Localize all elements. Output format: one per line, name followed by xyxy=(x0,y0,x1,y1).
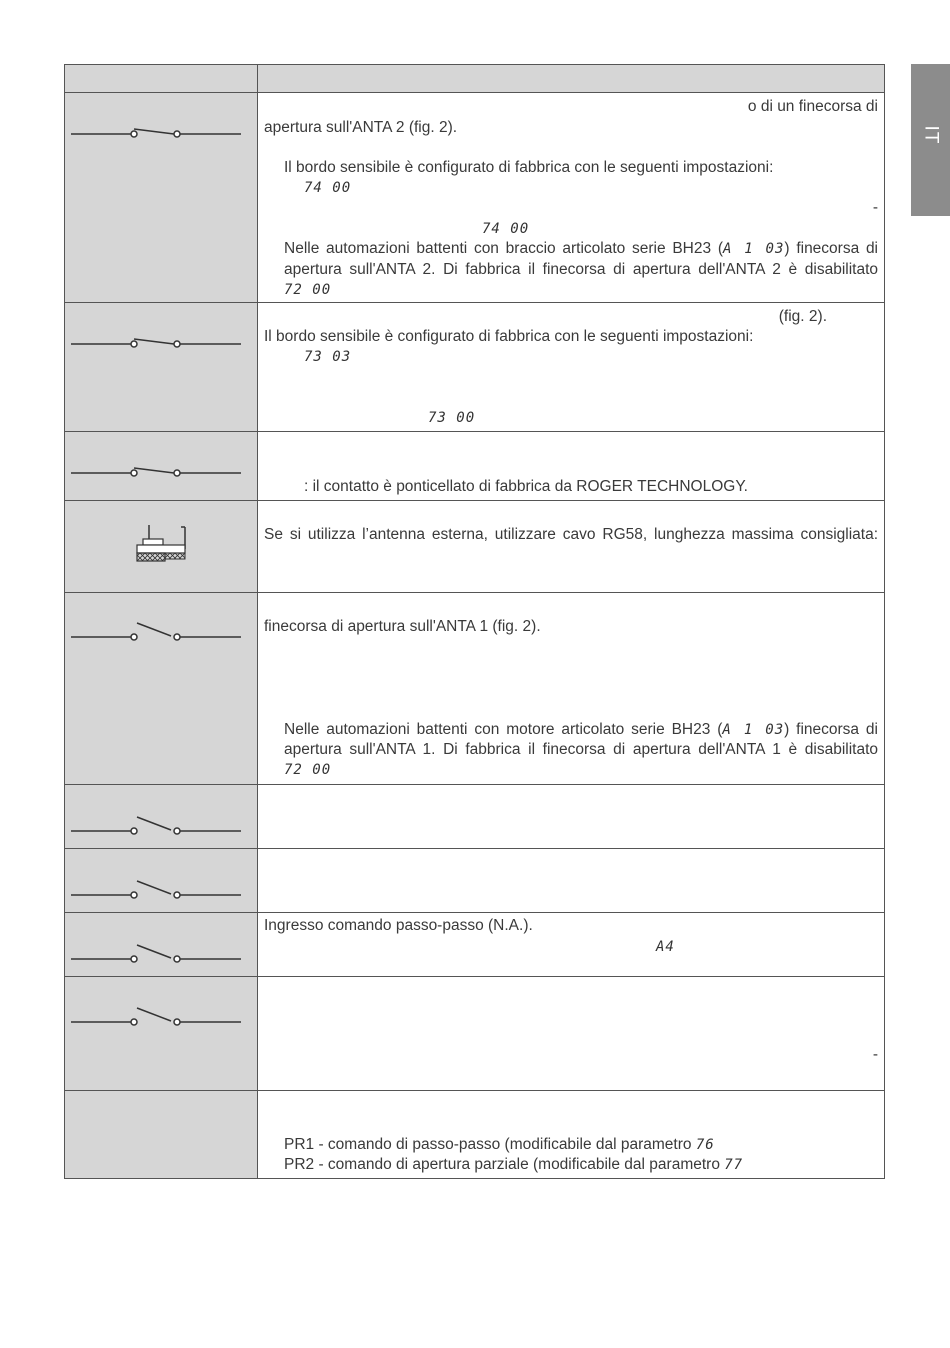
text-line: apertura sull'ANTA 1. Di fabbrica il finecorsa di apertura dell'ANTA 1 è disabilitato xyxy=(284,741,878,758)
text-line: (fig. 2). xyxy=(778,308,827,325)
text-line: o di un finecorsa di xyxy=(747,98,878,115)
text-line: - xyxy=(872,1046,878,1063)
header-cell-right xyxy=(258,65,884,92)
table-row xyxy=(64,592,885,785)
text-line: Nelle automazioni battenti con braccio articolato serie BH23 (A 1 03) finecorsa di xyxy=(284,240,879,257)
nc-contact-icon xyxy=(71,118,241,148)
description-cell xyxy=(258,1091,884,1178)
text-line: - xyxy=(872,199,878,216)
symbol-cell xyxy=(65,913,258,976)
text-line: apertura sull'ANTA 2 (fig. 2). xyxy=(264,119,458,136)
no-contact-icon xyxy=(71,875,241,905)
table-row xyxy=(64,500,885,593)
symbol-cell xyxy=(65,432,258,500)
description-cell xyxy=(258,501,884,592)
text-line: PR1 - comando di passo-passo (modificabile dal parametro 76 xyxy=(284,1136,715,1153)
table-row xyxy=(64,1090,885,1179)
description-cell xyxy=(258,785,884,848)
table-header xyxy=(64,64,885,93)
text-line: Il bordo sensibile è configurato di fabbrica con le seguenti impostazioni: xyxy=(264,328,754,345)
description-cell xyxy=(258,93,884,302)
symbol-cell xyxy=(65,593,258,784)
symbol-cell xyxy=(65,93,258,302)
nc-contact-icon xyxy=(71,328,241,358)
table-row xyxy=(64,912,885,977)
nc-contact-icon xyxy=(71,457,241,487)
description-cell xyxy=(258,913,884,976)
language-tab-label: IT xyxy=(920,125,942,145)
language-tab xyxy=(911,64,950,216)
display-code: A4 xyxy=(656,939,675,955)
display-code: 74 00 xyxy=(304,180,352,196)
header-cell-left xyxy=(65,65,258,92)
display-code: 72 00 xyxy=(284,762,332,778)
display-code: 72 00 xyxy=(284,282,332,298)
description-cell xyxy=(258,977,884,1090)
no-contact-icon xyxy=(71,939,241,969)
display-code: 74 00 xyxy=(482,221,530,237)
table-row xyxy=(64,431,885,501)
symbol-cell xyxy=(65,849,258,912)
text-line: Nelle automazioni battenti con motore articolato serie BH23 (A 1 03) finecorsa di xyxy=(284,721,878,738)
table-row xyxy=(64,976,885,1091)
description-cell xyxy=(258,593,884,784)
description-cell xyxy=(258,849,884,912)
text-line: Ingresso comando passo-passo (N.A.). xyxy=(264,917,533,934)
display-code: 73 03 xyxy=(304,349,352,365)
antenna-icon xyxy=(135,523,191,565)
display-code: 73 00 xyxy=(428,410,476,426)
symbol-cell xyxy=(65,785,258,848)
text-line: Se si utilizza l’antenna esterna, utilizzare cavo RG58, lunghezza massima consigliata: xyxy=(264,526,878,543)
symbol-cell xyxy=(65,303,258,431)
text-line: Il bordo sensibile è configurato di fabbrica con le seguenti impostazioni: xyxy=(284,159,774,176)
text-line: finecorsa di apertura sull'ANTA 1 (fig. 2). xyxy=(264,618,541,635)
no-contact-icon xyxy=(71,811,241,841)
table-row xyxy=(64,302,885,432)
text-line: apertura sull'ANTA 2. Di fabbrica il finecorsa di apertura dell'ANTA 2 è disabilitato xyxy=(284,261,878,278)
symbol-cell xyxy=(65,977,258,1090)
table-row xyxy=(64,92,885,303)
description-cell xyxy=(258,432,884,500)
table-row xyxy=(64,784,885,849)
text-line: : il contatto è ponticellato di fabbrica da ROGER TECHNOLOGY. xyxy=(304,478,748,495)
text-line: PR2 - comando di apertura parziale (modificabile dal parametro 77 xyxy=(284,1156,744,1173)
description-cell xyxy=(258,303,884,431)
no-contact-icon xyxy=(71,1002,241,1032)
no-contact-icon xyxy=(71,617,241,647)
table-row xyxy=(64,848,885,913)
symbol-cell xyxy=(65,1091,258,1178)
symbol-cell xyxy=(65,501,258,592)
